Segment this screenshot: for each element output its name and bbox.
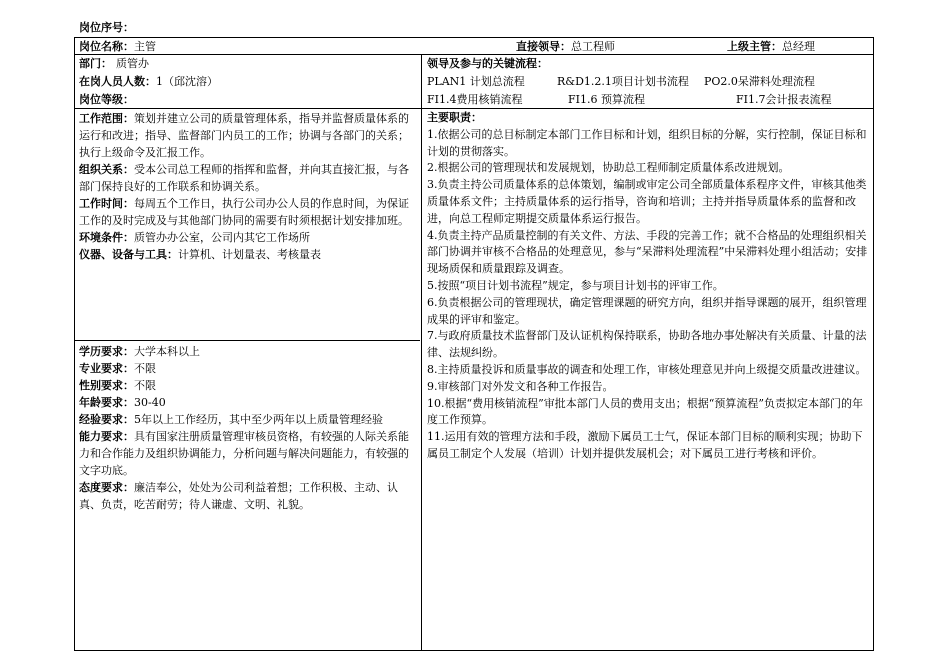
duty-item-4: 4.负责主持产品质量控制的有关文件、方法、手段的完善工作；就不合格品的处理组织相关部门协调并审核不合格品的处理意见，参与“呆滞料处理流程”中呆滞料处理小组活动；安排现场质保和质量跟踪及调查。 (427, 228, 868, 276)
work-time: 工作时间：每周五个工作日，执行公司办公人员的作息时间，为保证工作的及时完成及与其他部门协同的需要有时须根据计划安排加班。 (79, 197, 409, 227)
staff-count-value: 1（邱沈溶） (156, 75, 218, 88)
age-req: 年龄要求：30-40 (79, 396, 166, 409)
duty-item-8: 8.主持质量投诉和质量事故的调查和处理工作，审核处理意见并向上级提交质量改进建议。 (427, 362, 867, 376)
position-number-label: 岗位序号： (79, 21, 134, 34)
organization-relation: 组织关系：受本公司总工程师的指挥和监督，并向其直接汇报，与各部门保持良好的工作联系和协调关系。 (79, 163, 409, 193)
duty-item-9: 9.审核部门对外发文和各种工作报告。 (427, 379, 614, 393)
duty-item-11: 11.运用有效的管理方法和手段，激励下属员工士气，保证本部门目标的顺利实现；协助下属员工制定个人发展（培训）计划并提供发展机会；对下属员工进行考核和评价。 (427, 430, 863, 460)
attitude-req: 态度要求：廉洁奉公，处处为公司利益着想；工作积极、主动、认真、负责，吃苦耐劳；待人谦虚、文明、礼貌。 (79, 481, 398, 511)
position-name-value: 主管 (134, 40, 156, 53)
environment: 环境条件：质管办办公室，公司内其它工作场所 (79, 231, 310, 244)
major-req: 专业要求：不限 (79, 362, 156, 375)
direct-leader-value: 总工程师 (571, 40, 615, 53)
staff-count (79, 73, 218, 90)
superior-label: 上级主管： (727, 40, 782, 53)
flow-po20: PO2.0呆滞料处理流程 (704, 75, 815, 88)
duty-item-5: 5.按照“项目计划书流程”规定，参与项目计划书的评审工作。 (427, 278, 724, 292)
flow-fi16: FI1.6 预算流程 (568, 93, 645, 106)
direct-leader (516, 38, 615, 55)
flow-plan1: PLAN1 计划总流程 (427, 75, 525, 88)
job-description-sheet (74, 37, 874, 651)
position-name (79, 38, 156, 55)
duties-section (427, 110, 870, 463)
superior (727, 38, 815, 55)
position-name-label: 岗位名称： (79, 40, 134, 53)
duty-item-6: 6.负责根据公司的管理现状，确定管理课题的研究方向，组织并指导课题的展开，组织管理成果的评审和鉴定。 (427, 295, 867, 326)
flow-fi17: FI1.7会计报表流程 (736, 93, 832, 106)
gender-req: 性别要求：不限 (79, 379, 156, 392)
direct-leader-label: 直接领导： (516, 40, 571, 53)
position-level-label: 岗位等级： (79, 93, 134, 106)
flow-rd121: R&D1.2.1项目计划书流程 (557, 75, 689, 88)
flow-fi14: FI1.4费用核销流程 (427, 93, 523, 106)
ability-req: 能力要求：具有国家注册质量管理审核员资格，有较强的人际关系能力和合作能力及组织协调能力，分析问题与解决问题能力，有较强的文字功底。 (79, 430, 409, 477)
staff-count-label: 在岗人员人数： (79, 75, 156, 88)
position-number (79, 19, 134, 36)
work-scope-section (79, 110, 417, 263)
column-divider (421, 54, 422, 651)
duties-title: 主要职责： (427, 111, 482, 124)
duty-item-7: 7.与政府质量技术监督部门及认证机构保持联系，协助各地办事处解决有关质量、计量的法律、法规纠纷。 (427, 329, 867, 360)
department-value: 质管办 (116, 57, 149, 70)
duty-item-1: 1.依据公司的总目标制定本部门工作目标和计划，组织目标的分解，实行控制，保证目标和计划的贯彻落实。 (427, 127, 867, 158)
department (79, 55, 149, 72)
tools: 仪器、设备与工具：计算机、计划量表、考核量表 (79, 248, 321, 261)
work-scope: 工作范围：策划并建立公司的质量管理体系，指导并监督质量体系的运行和改进；指导、监督部门内员工的工作；协调与各部门的关系；执行上级命令及汇报工作。 (79, 112, 409, 159)
row-divider-requirements (75, 340, 420, 341)
row-divider-dept (75, 108, 873, 109)
experience-req: 经验要求：5年以上工作经历，其中至少两年以上质量管理经验 (79, 413, 383, 426)
key-flows-title: 领导及参与的关键流程： (427, 57, 548, 70)
duty-item-2: 2.根据公司的管理现状和发展规划，协助总工程师制定质量体系改进规划。 (427, 161, 790, 175)
requirements-section (79, 343, 417, 513)
department-label: 部门： (79, 57, 112, 70)
position-level (79, 91, 134, 108)
superior-value: 总经理 (782, 40, 815, 53)
education-req: 学历要求：大学本科以上 (79, 345, 200, 358)
duty-item-3: 3.负责主持公司质量体系的总体策划，编制或审定公司全部质量体系程序文件，审核其他类质量体系文件；主持质量体系的运行指导，咨询和培训；主持并指导质量体系的监督和改进，向总工程师定期提交质量体系运行报告。 (427, 178, 867, 225)
duty-item-10: 10.根据“费用核销流程”审批本部门人员的费用支出；根据“预算流程”负责拟定本部门的年度工作预算。 (427, 396, 863, 427)
